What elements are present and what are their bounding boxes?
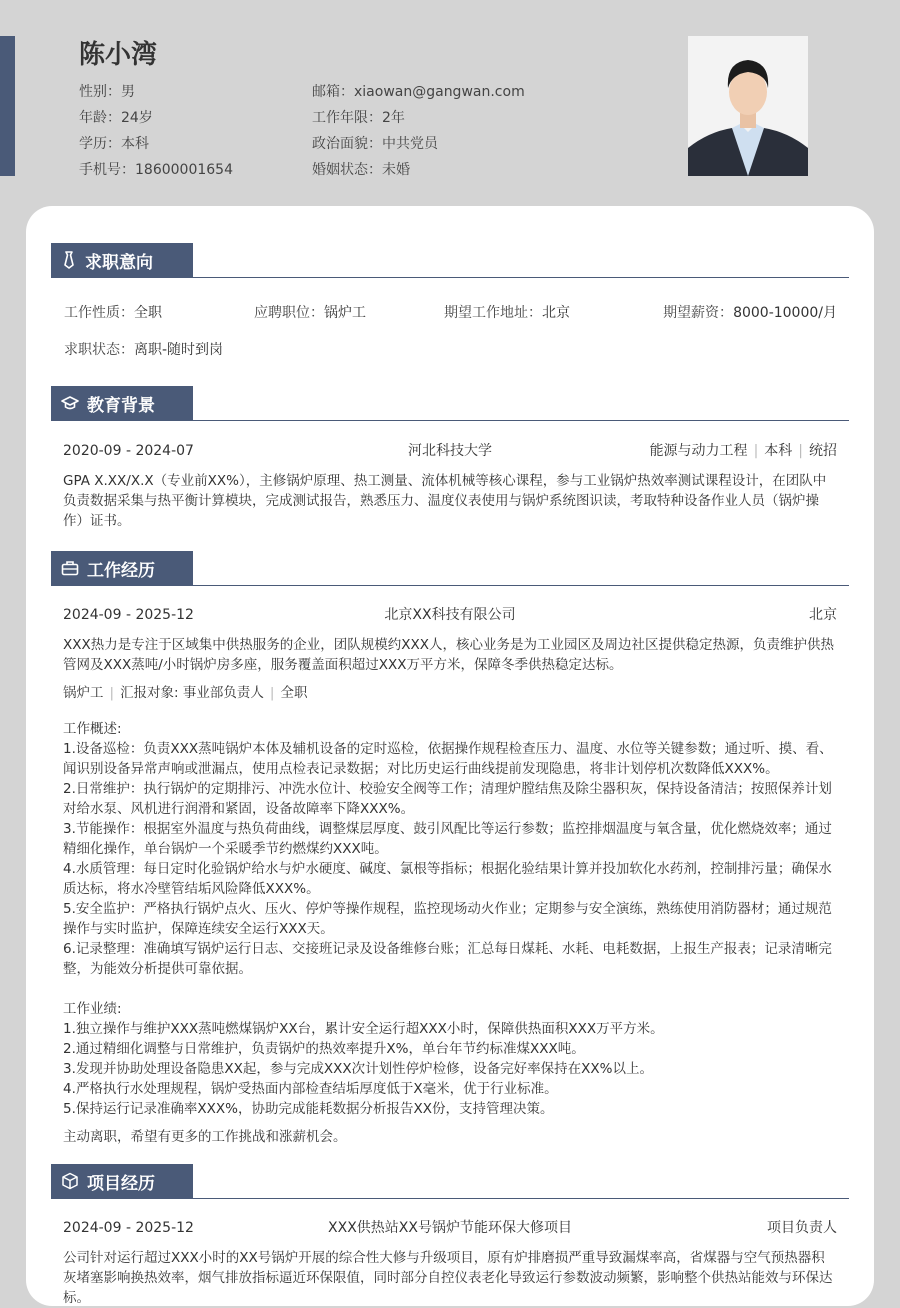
work-tag: 锅炉工 [63,685,104,701]
work-summary-row [51,603,849,627]
work-tag: 全职 [280,685,308,701]
info-political-status: 政治面貌：中共党员 [312,136,438,152]
education-period: 2020-09 - 2024-07 [63,443,194,459]
section-education [51,386,849,531]
section-header [51,551,849,586]
work-summary-item: 5.安全监护：严格执行锅炉点火、压火、停炉等操作规程，监控现场动火作业；定期参与安全演练，熟练使用消防器材；通过规范操作与实时监护，保障连续安全运行XXX天。 [63,901,832,937]
section-job-intent [51,243,849,368]
intent-position: 应聘职位：锅炉工 [254,305,366,321]
work-result-item: 3.发现并协助处理设备隐患XX起，参与完成XXX次计划性停炉检修，设备完好率保持在XX%以上。 [63,1061,653,1077]
briefcase-icon [61,560,79,576]
info-email: 邮箱：xiaowan@gangwan.com [312,84,525,100]
intent-status: 求职状态：离职-随时到岗 [64,342,224,358]
section-tab [51,386,193,420]
education-summary-row [51,439,849,463]
resume-body-card [26,206,874,1306]
section-header [51,1164,849,1199]
basic-info-left [79,79,233,183]
section-header [51,243,849,278]
intent-type: 工作性质：全职 [64,305,162,321]
section-title: 教育背景 [87,395,155,416]
profile-photo-illustration [688,36,808,176]
info-gender: 性别：男 [79,84,135,100]
work-city: 北京 [809,607,837,623]
work-result-item: 5.保持运行记录准确率XXX%，协助完成能耗数据分析报告XX份，支持管理决策。 [63,1101,554,1117]
education-school: 河北科技大学 [408,443,492,459]
project-summary-row [51,1216,849,1240]
work-summary [63,719,837,979]
project-name: XXX供热站XX号锅炉节能环保大修项目 [328,1220,572,1236]
work-summary-item: 2.日常维护：执行锅炉的定期排污、冲洗水位计、校验安全阀等工作；清理炉膛结焦及除尘器积灰，保持设备清洁；按照保养计划对给水泵、风机进行润滑和紧固，设备故障率下降XXX%。 [63,781,832,817]
work-company: 北京XX科技有限公司 [384,607,516,623]
profile-photo [688,36,808,176]
work-results [63,999,837,1119]
header-accent-bar [0,36,15,176]
tie-icon [61,251,77,269]
section-work [51,551,849,1147]
section-tab [51,243,193,277]
project-period: 2024-09 - 2025-12 [63,1220,194,1236]
info-education: 学历：本科 [79,136,149,152]
intent-content [51,278,849,368]
candidate-name: 陈小湾 [79,40,158,70]
project-description: 公司针对运行超过XXX小时的XX号锅炉开展的综合性大修与升级项目，原有炉排磨损严重导致漏煤率高，省煤器与空气预热器积灰堵塞影响换热效率，烟气排放指标逼近环保限值，同时部分自控仪表老化导致运行参数波动频繁，影响整个供热站能效与环保达标。 [63,1250,833,1306]
basic-info-right [312,79,525,183]
section-tab [51,551,193,585]
work-summary-item: 6.记录整理：准确填写锅炉运行日志、交接班记录及设备维修台账；汇总每日煤耗、水耗、电耗数据，上报生产报表；记录清晰完整，为能效分析提供可靠依据。 [63,941,832,977]
intent-location: 期望工作地址：北京 [444,305,570,321]
work-tag: 汇报对象: 事业部负责人 [120,685,264,701]
graduation-cap-icon [61,395,79,411]
info-age: 年龄：24岁 [79,110,153,126]
work-summary-item: 1.设备巡检：负责XXX蒸吨锅炉本体及辅机设备的定时巡检，依据操作规程检查压力、温度、水位等关键参数；通过听、摸、看、闻识别设备异常声响或泄漏点，使用点检表记录数据；对比历史运行曲线提前发现隐患，将非计划停机次数降低XXX%。 [63,741,833,777]
work-summary-item: 4.水质管理：每日定时化验锅炉给水与炉水硬度、碱度、氯根等指标；根据化验结果计算并投加软化水药剂，控制排污量；确保水质达标，将水冷壁管结垢风险降低XXX%。 [63,861,832,897]
section-header [51,386,849,421]
work-tags: 锅炉工 | 汇报对象: 事业部负责人 | 全职 [63,685,308,701]
education-description: GPA X.XX/X.X（专业前XX%），主修锅炉原理、热工测量、流体机械等核心课程，参与工业锅炉热效率测试课程设计，在团队中负责数据采集与热平衡计算模块，完成测试报告，熟悉压力、温度仪表使用与锅炉系统图识读，考取特种设备作业人员（锅炉操作）证书。 [63,473,827,529]
work-result-item: 1.独立操作与维护XXX蒸吨燃煤锅炉XX台，累计安全运行超XXX小时，保障供热面积XXX万平方米。 [63,1021,664,1037]
section-tab [51,1164,193,1198]
section-title: 项目经历 [87,1173,155,1194]
info-phone: 手机号：18600001654 [79,162,233,178]
section-project [51,1164,849,1308]
work-company-intro: XXX热力是专注于区域集中供热服务的企业，团队规模约XXX人，核心业务是为工业园区及周边社区提供稳定热源，负责维护供热管网及XXX蒸吨/小时锅炉房多座，服务覆盖面积超过XXX万平方米，保障冬季供热稳定达标。 [63,637,834,673]
work-result-item: 4.严格执行水处理规程，锅炉受热面内部检查结垢厚度低于X毫米，优于行业标准。 [63,1081,558,1097]
info-marital-status: 婚姻状态：未婚 [312,162,410,178]
education-meta: 能源与动力工程 | 本科 | 统招 [649,443,837,459]
project-role: 项目负责人 [767,1220,837,1236]
work-summary-item: 3.节能操作：根据室外温度与热负荷曲线，调整煤层厚度、鼓引风配比等运行参数；监控排烟温度与氧含量，优化燃烧效率；通过精细化操作，单台锅炉一个采暖季节约燃煤约XXX吨。 [63,821,832,857]
section-title: 工作经历 [87,560,155,581]
work-leave-reason: 主动离职，希望有更多的工作挑战和涨薪机会。 [63,1129,347,1145]
work-period: 2024-09 - 2025-12 [63,607,194,623]
intent-salary: 期望薪资：8000-10000/月 [663,305,837,321]
info-work-years: 工作年限：2年 [312,110,405,126]
work-result-item: 2.通过精细化调整与日常维护，负责锅炉的热效率提升X%，单台年节约标准煤XXX吨。 [63,1041,585,1057]
section-title: 求职意向 [85,252,153,273]
cube-icon [61,1172,79,1190]
work-summary-title: 工作概述: [63,721,122,737]
work-results-title: 工作业绩: [63,1001,122,1017]
